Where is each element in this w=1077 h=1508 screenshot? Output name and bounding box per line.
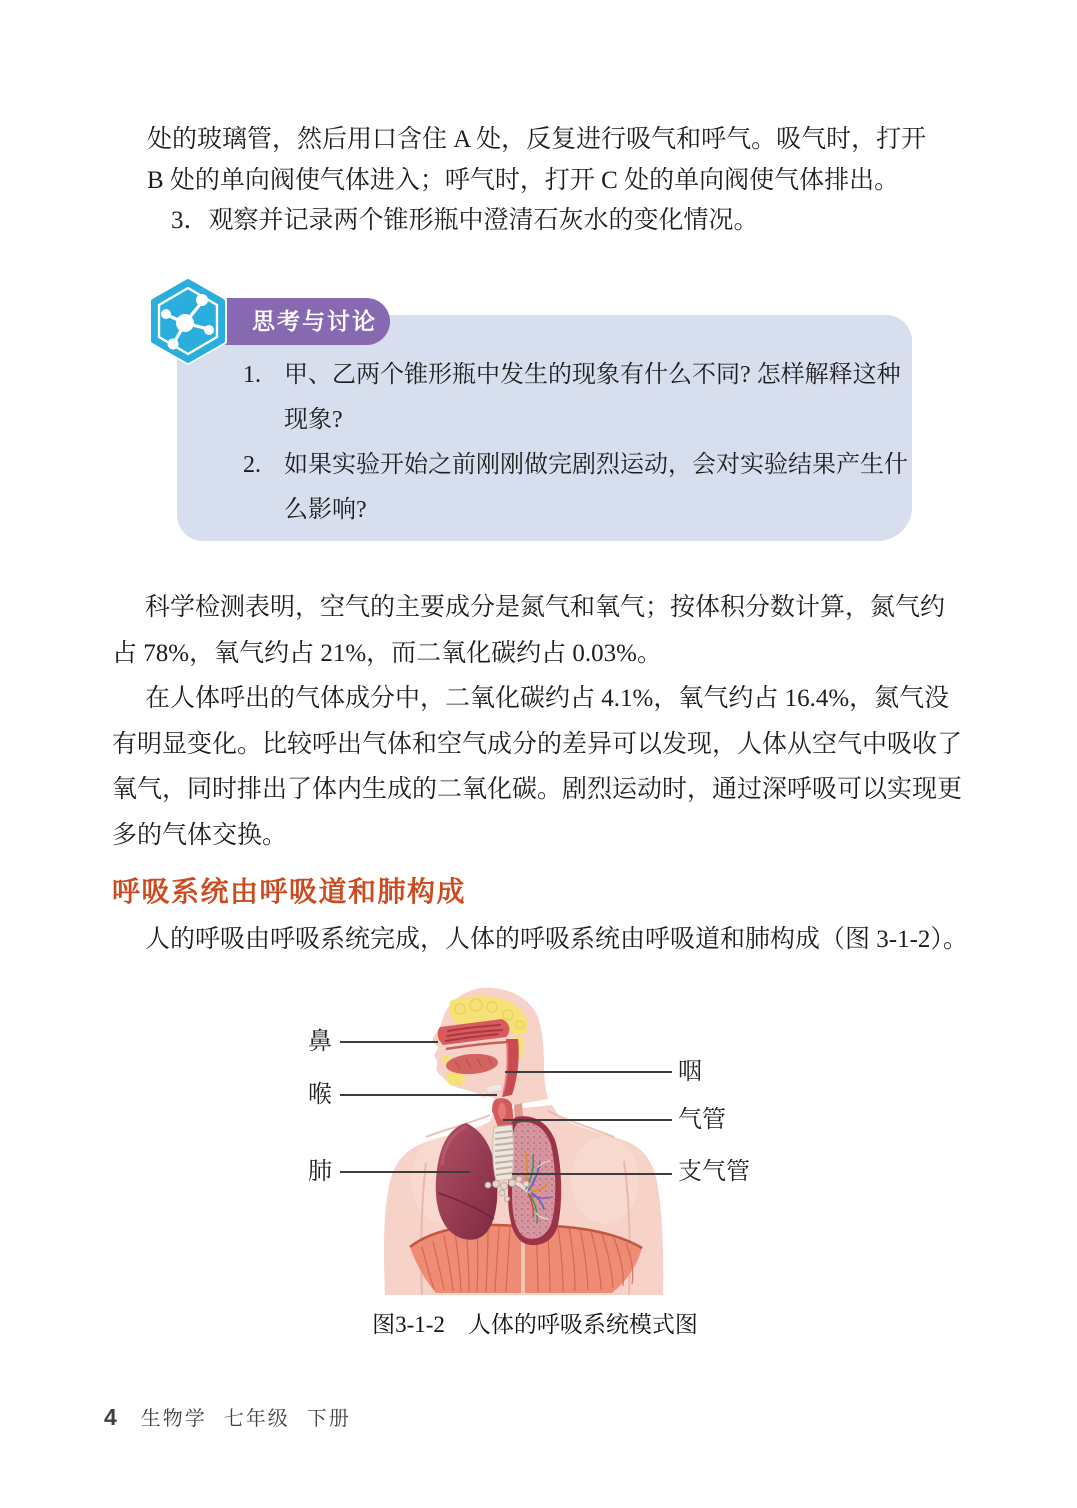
footer-book-title: 生物学 <box>140 1408 207 1430</box>
discussion-item-2-line-2: 么影响? <box>284 497 367 523</box>
para2-line-4: 多的气体交换。 <box>112 821 288 849</box>
para2-line-2: 有明显变化。比较呼出气体和空气成分的差异可以发现，人体从空气中吸收了 <box>112 730 963 758</box>
discussion-item-1 <box>284 353 901 443</box>
leader-line-pharynx <box>505 1071 672 1073</box>
leader-line-bronchus <box>512 1173 672 1175</box>
section-heading: 呼吸系统由呼吸道和肺构成 <box>112 876 467 907</box>
page-footer <box>104 1402 368 1431</box>
discussion-item-1-line-2: 现象? <box>284 407 343 433</box>
body-paragraphs <box>112 585 962 858</box>
leader-line-trachea <box>503 1119 672 1121</box>
discussion-item-2 <box>284 443 908 533</box>
para1-line-2: 占 78%，氧气约占 21%，而二氧化碳约占 0.03%。 <box>112 639 662 667</box>
procedure-continuation <box>147 119 926 201</box>
page-number: 4 <box>104 1404 117 1430</box>
footer-volume: 下册 <box>306 1408 351 1430</box>
discussion-item-2-line-1: 如果实验开始之前刚刚做完剧烈运动，会对实验结果产生什 <box>284 452 908 478</box>
respiratory-system-illustration <box>280 985 790 1300</box>
leader-line-larynx <box>340 1094 497 1096</box>
para2-line-3: 氧气，同时排出了体内生成的二氧化碳。剧烈运动时，通过深呼吸可以实现更 <box>112 776 963 803</box>
label-bronchus: 支气管 <box>678 1159 750 1185</box>
footer-grade: 七年级 <box>223 1408 290 1430</box>
leader-line-lung <box>340 1171 470 1173</box>
para1-line-1: 科学检测表明，空气的主要成分是氮气和氧气；按体积分数计算，氮气约 <box>145 594 946 621</box>
procedure-line-1: 处的玻璃管，然后用口含住 A 处，反复进行吸气和呼气。吸气时，打开 <box>147 126 927 153</box>
discussion-item-1-number: 1. <box>243 362 261 388</box>
procedure-line-2: B 处的单向阀使气体进入；呼气时，打开 C 处的单向阀使气体排出。 <box>147 167 900 194</box>
label-trachea: 气管 <box>678 1107 726 1133</box>
figure-caption: 图3-1-2 人体的呼吸系统模式图 <box>372 1312 698 1337</box>
label-pharynx: 咽 <box>678 1059 702 1085</box>
label-larynx: 喉 <box>308 1082 332 1108</box>
para2-line-1: 在人体呼出的气体成分中，二氧化碳约占 4.1%，氧气约占 16.4%，氮气没 <box>145 685 950 712</box>
discussion-item-2-number: 2. <box>243 452 261 478</box>
section-intro-paragraph: 人的呼吸由呼吸系统完成，人体的呼吸系统由呼吸道和肺构成（图 3-1-2）。 <box>145 926 968 953</box>
discussion-tag: 思考与讨论 <box>216 298 390 345</box>
label-lung: 肺 <box>308 1159 332 1185</box>
molecule-icon <box>143 276 233 366</box>
procedure-step-3: 3．观察并记录两个锥形瓶中澄清石灰水的变化情况。 <box>171 207 759 234</box>
leader-line-nose <box>340 1041 438 1043</box>
label-nose: 鼻 <box>308 1029 332 1055</box>
discussion-item-1-line-1: 甲、乙两个锥形瓶中发生的现象有什么不同? 怎样解释这种 <box>284 362 901 388</box>
